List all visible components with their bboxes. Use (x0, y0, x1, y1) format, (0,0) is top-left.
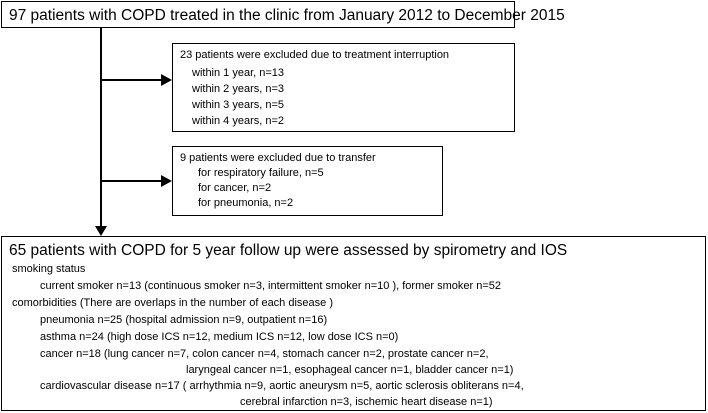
branch-arrowhead-transfer (161, 175, 172, 187)
exclusion-transfer-box (172, 146, 443, 216)
exclusion-treatment-item: within 3 years, n=5 (192, 99, 285, 111)
exclusion-transfer-title: 9 patients were excluded due to transfer (180, 152, 376, 164)
comorbidity-cancer: cancer n=18 (lung cancer n=7, colon cancer n=4, stomach cancer n=2, prostate cancer n=2, (40, 348, 489, 360)
branch-line-treatment (101, 79, 163, 81)
comorbidity-pneumonia: pneumonia n=25 (hospital admission n=9, outpatient n=16) (40, 314, 328, 326)
exclusion-transfer-item: for cancer, n=2 (198, 182, 272, 194)
exclusion-transfer-item: for respiratory failure, n=5 (198, 167, 324, 179)
comorbidity-cancer-continued: laryngeal cancer n=1, esophageal cancer n=1, bladder cancer n=1) (186, 364, 514, 376)
main-flow-arrowhead (95, 226, 107, 236)
exclusion-treatment-box (172, 43, 515, 132)
smoking-status-heading: smoking status (12, 263, 86, 275)
enrolled-patients-box (1, 1, 565, 28)
branch-arrowhead-treatment (161, 74, 172, 86)
exclusion-treatment-item: within 1 year, n=13 (192, 67, 285, 79)
exclusion-transfer-item: for pneumonia, n=2 (198, 197, 294, 209)
comorbidities-heading: comorbidities (There are overlaps in the number of each disease ) (12, 297, 333, 309)
comorbidity-cardiovascular: cardiovascular disease n=17 ( arrhythmia n=9, aortic aneurysm n=5, aortic sclerosis obliterans n=4, (40, 380, 524, 392)
comorbidity-cardiovascular-continued: cerebral infarction n=3, ischemic heart disease n=1) (240, 396, 493, 408)
smoking-status-detail: current smoker n=13 (continuous smoker n=3, intermittent smoker n=10 ), former smoker n=52 (40, 280, 501, 292)
exclusion-treatment-title: 23 patients were excluded due to treatment interruption (180, 49, 450, 61)
exclusion-treatment-item: within 4 years, n=2 (192, 115, 285, 127)
main-flow-line (100, 28, 102, 228)
branch-line-transfer (101, 180, 163, 182)
comorbidity-asthma: asthma n=24 (high dose ICS n=12, medium ICS n=12, low dose ICS n=0) (40, 331, 399, 343)
followup-cohort-title: 65 patients with COPD for 5 year follow up were assessed by spirometry and IOS (9, 242, 568, 259)
followup-cohort-box (1, 236, 706, 411)
exclusion-treatment-item: within 2 years, n=3 (192, 83, 285, 95)
enrolled-patients-text: 97 patients with COPD treated in the clinic from January 2012 to December 2015 (9, 7, 565, 24)
